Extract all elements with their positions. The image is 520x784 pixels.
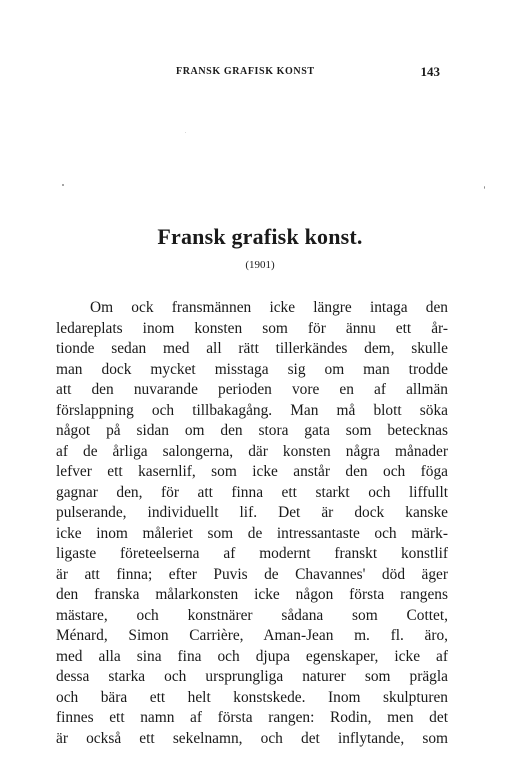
paper-speck [62,184,64,186]
text-line: dessa starka och ursprungliga naturer som prägla [56,668,448,685]
text-line: tionde sedan med all rätt tillerkändes dem, skulle [56,340,448,357]
text-line: af de årliga salongerna, där konsten några månader [56,442,448,460]
text-line: något på sidan om den stora gata som betecknas [56,422,448,439]
running-head [56,64,448,82]
text-line: och bära ett helt konstskede. Inom skulpturen [56,688,448,706]
body-text [56,298,448,749]
text-line: Ménard, Simon Carrière, Aman-Jean m. fl. äro, [56,627,448,644]
chapter-heading [0,224,520,250]
text-line: förslappning och tillbakagång. Man må blott söka [56,401,448,419]
text-line: ledareplats inom konsten som för ännu ett år- [56,319,448,337]
text-line: man dock mycket misstaga sig om man trodde [56,360,448,378]
text-line: ligaste företeelserna af modernt franskt konstlif [56,545,448,562]
text-line: lefver ett kasernlif, som icke anstår den och föga [56,463,448,480]
paper-speck [484,186,485,189]
chapter-year: (1901) [245,259,275,271]
page-number: 143 [420,64,440,79]
text-line: pulserande, individuellt lif. Det är dock kanske [56,504,448,521]
text-line: den franska målarkonsten icke någon första rangens [56,586,448,603]
text-line: icke inom måleriet som de intressantaste och märk- [56,524,448,542]
text-line: är att finna; efter Puvis de Chavannes' död äger [56,565,448,583]
text-line: gagnar den, för att finna ett starkt och liffullt [56,483,448,501]
text-line: att den nuvarande perioden vore en af allmän [56,381,448,398]
text-line: finnes ett namn af första rangen: Rodin, men det [56,709,448,726]
text-line: mästare, och konstnärer sådana som Cottet, [56,606,448,624]
text-line: Om ock fransmännen icke längre intaga den [90,299,448,316]
chapter-title: Fransk grafisk konst. [157,224,363,249]
running-title: FRANSK GRAFISK KONST [176,66,315,77]
text-line: med alla sina fina och djupa egenskaper, icke af [56,647,448,665]
text-line: är också ett sekelnamn, och det inflytande, som [56,729,448,747]
paper-speck [185,132,186,133]
